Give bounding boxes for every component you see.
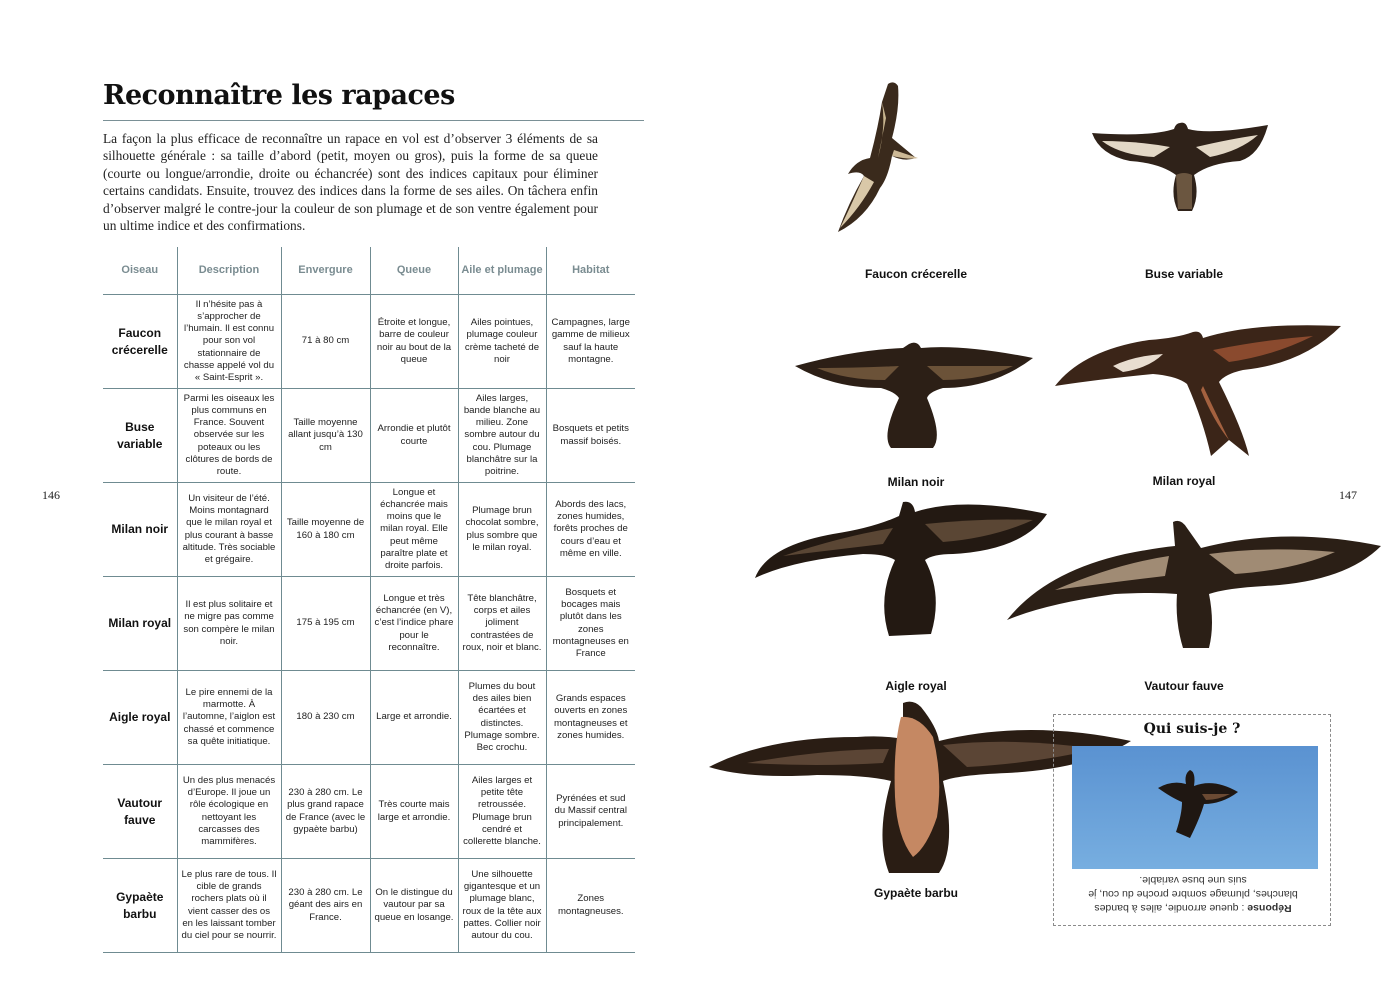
aigle-royal-illustration: [753, 494, 1048, 640]
vautour-fauve-illustration: [1005, 512, 1383, 652]
cell-description: Un visiteur de l’été. Moins montagnard que le milan royal et plus courant à basse altitude. Très sociable et grégaire.: [177, 483, 281, 577]
header-aile-plumage: Aile et plumage: [458, 247, 546, 295]
buse-in-sky-icon: [1072, 746, 1318, 869]
faucon-crecerelle-illustration: [830, 78, 930, 236]
cell-envergure: Taille moyenne allant jusqu’à 130 cm: [281, 389, 370, 483]
label-faucon-crecerelle: Faucon crécerelle: [864, 267, 968, 281]
quiz-box: [1053, 714, 1331, 926]
cell-envergure: 175 à 195 cm: [281, 577, 370, 671]
table-row: [103, 295, 635, 389]
table-row: [103, 577, 635, 671]
cell-envergure: 180 à 230 cm: [281, 671, 370, 765]
table-row: [103, 483, 635, 577]
cell-queue: Arrondie et plutôt courte: [370, 389, 458, 483]
cell-queue: On le distingue du vautour par sa queue en losange.: [370, 859, 458, 953]
table-row: [103, 389, 635, 483]
table-row: [103, 859, 635, 953]
cell-oiseau: Milan royal: [103, 577, 177, 671]
milan-royal-illustration: [1053, 310, 1343, 458]
cell-queue: Longue et échancrée mais moins que le milan royal. Elle peut même paraître plate et droite parfois.: [370, 483, 458, 577]
cell-oiseau: Milan noir: [103, 483, 177, 577]
cell-aile-plumage: Une silhouette gigantesque et un plumage blanc, roux de la tête aux pattes. Collier noir autour du cou.: [458, 859, 546, 953]
page-number-left: 146: [42, 488, 60, 502]
cell-aile-plumage: Plumage brun chocolat sombre, plus sombre que le milan royal.: [458, 483, 546, 577]
cell-envergure: 230 à 280 cm. Le géant des airs en France.: [281, 859, 370, 953]
cell-queue: Très courte mais large et arrondie.: [370, 765, 458, 859]
cell-description: Parmi les oiseaux les plus communs en France. Souvent observée sur les poteaux ou les clôtures de bords de route.: [177, 389, 281, 483]
label-gypaete-barbu: Gypaète barbu: [873, 886, 959, 900]
cell-oiseau: Faucon crécerelle: [103, 295, 177, 389]
cell-oiseau: Aigle royal: [103, 671, 177, 765]
table-row: [103, 765, 635, 859]
table-header-row: [103, 247, 635, 295]
cell-envergure: 71 à 80 cm: [281, 295, 370, 389]
cell-habitat: Abords des lacs, zones humides, forêts proches de cours d’eau et même en ville.: [546, 483, 635, 577]
cell-description: Il n’hésite pas à s’approcher de l’humain. Il est connu pour son vol stationnaire de chasse appelé vol du « Saint-Esprit ».: [177, 295, 281, 389]
cell-description: Il est plus solitaire et ne migre pas comme son compère le milan noir.: [177, 577, 281, 671]
cell-aile-plumage: Tête blanchâtre, corps et ailes joliment contrastées de roux, noir et blanc.: [458, 577, 546, 671]
label-aigle-royal: Aigle royal: [885, 679, 947, 693]
label-buse-variable: Buse variable: [1144, 267, 1224, 281]
cell-oiseau: Buse variable: [103, 389, 177, 483]
header-habitat: Habitat: [546, 247, 635, 295]
quiz-answer: [1078, 873, 1308, 915]
label-milan-noir: Milan noir: [887, 475, 945, 489]
cell-habitat: Bosquets et bocages mais plutôt dans les zones montagneuses en France: [546, 577, 635, 671]
table-row: [103, 671, 635, 765]
quiz-answer-label: Réponse: [1247, 902, 1292, 914]
quiz-title: Qui suis-je ?: [1143, 721, 1241, 737]
cell-aile-plumage: Ailes pointues, plumage couleur crème tacheté de noir: [458, 295, 546, 389]
cell-habitat: Grands espaces ouverts en zones montagneuses et zones humides.: [546, 671, 635, 765]
header-envergure: Envergure: [281, 247, 370, 295]
label-milan-royal: Milan royal: [1152, 474, 1216, 488]
label-vautour-fauve: Vautour fauve: [1144, 679, 1224, 693]
header-queue: Queue: [370, 247, 458, 295]
cell-aile-plumage: Ailes larges et petite tête retroussée. Plumage brun cendré et collerette blanche.: [458, 765, 546, 859]
cell-oiseau: Vautour fauve: [103, 765, 177, 859]
cell-envergure: 230 à 280 cm. Le plus grand rapace de France (avec le gypaète barbu): [281, 765, 370, 859]
raptor-table: [103, 247, 635, 953]
cell-description: Le plus rare de tous. Il cible de grands rochers plats où il vient casser des os en les laissant tomber du ciel pour se nourrir.: [177, 859, 281, 953]
page-number-right: 147: [1339, 488, 1357, 502]
cell-aile-plumage: Ailes larges, bande blanche au milieu. Zone sombre autour du cou. Plumage blanchâtre sur la poitrine.: [458, 389, 546, 483]
cell-oiseau: Gypaète barbu: [103, 859, 177, 953]
cell-habitat: Bosquets et petits massif boisés.: [546, 389, 635, 483]
cell-aile-plumage: Plumes du bout des ailes bien écartées et distinctes. Plumage sombre. Bec crochu.: [458, 671, 546, 765]
cell-queue: Longue et très échancrée (en V), c’est l’indice phare pour le reconnaître.: [370, 577, 458, 671]
header-oiseau: Oiseau: [103, 247, 177, 295]
cell-envergure: Taille moyenne de 160 à 180 cm: [281, 483, 370, 577]
quiz-answer-text: : queue arrondie, ailes à bandes blanches, plumage sombre proche du cou, je suis une buse variable.: [1088, 874, 1298, 914]
intro-paragraph: La façon la plus efficace de reconnaître un rapace en vol est d’observer 3 éléments de sa silhouette générale : sa taille d’abord (petit, moyen ou gros), puis la forme de sa queue (courte ou longue/arrondie, droite ou échancrée) sont des indices capitaux pour éliminer certains candidats. Ensuite, trouvez des indices dans la forme de ses ailes. On tâchera enfin d’observer malgré le contre-jour la couleur de son plumage et de son ventre également pour un ultime indice et des confirmations.: [103, 131, 598, 234]
milan-noir-illustration: [793, 326, 1035, 450]
cell-habitat: Zones montagneuses.: [546, 859, 635, 953]
cell-description: Un des plus menacés d’Europe. Il joue un rôle écologique en nettoyant les carcasses des mammifères.: [177, 765, 281, 859]
cell-habitat: Pyrénées et sud du Massif central principalement.: [546, 765, 635, 859]
title-divider: [103, 120, 644, 121]
header-description: Description: [177, 247, 281, 295]
cell-queue: Large et arrondie.: [370, 671, 458, 765]
cell-description: Le pire ennemi de la marmotte. À l’automne, l’aiglon est chassé et commence sa quête initiatique.: [177, 671, 281, 765]
cell-queue: Étroite et longue, barre de couleur noir au bout de la queue: [370, 295, 458, 389]
quiz-bird-photo: [1072, 746, 1318, 869]
page-title: Reconnaître les rapaces: [103, 80, 455, 111]
cell-habitat: Campagnes, large gamme de milieux sauf la haute montagne.: [546, 295, 635, 389]
buse-variable-illustration: [1090, 115, 1272, 217]
